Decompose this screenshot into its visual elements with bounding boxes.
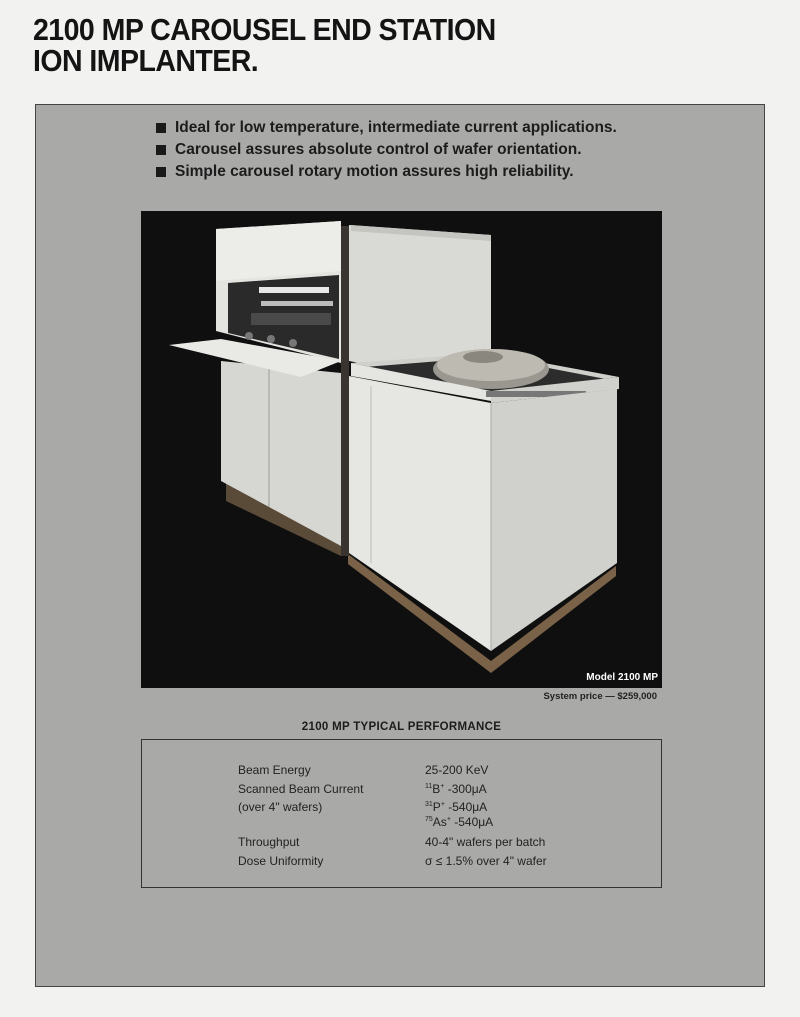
perf-label: Dose Uniformity	[238, 854, 324, 868]
bullet-square-icon	[156, 167, 166, 177]
perf-label: Throughput	[238, 835, 300, 849]
perf-label: Scanned Beam Current	[238, 782, 364, 796]
system-price: System price — $259,000	[543, 691, 657, 702]
page-headline	[33, 14, 496, 76]
product-photo	[141, 211, 662, 688]
headline-line-1: 2100 MP CAROUSEL END STATION	[33, 12, 496, 47]
perf-label: Beam Energy	[238, 763, 311, 777]
bullet-square-icon	[156, 123, 166, 133]
photo-caption: Model 2100 MP	[586, 672, 658, 683]
bullet-square-icon	[156, 145, 166, 155]
perf-value: $^{11}$B+ -300μA	[425, 782, 487, 796]
performance-title: 2100 MP TYPICAL PERFORMANCE	[301, 721, 502, 733]
performance-table	[141, 739, 662, 888]
feature-item: Ideal for low temperature, intermediate current applications.	[156, 117, 617, 139]
perf-value: $^{31}$P+ -540μA	[425, 800, 488, 814]
perf-value: $^{75}$As+ -540μA	[425, 815, 494, 829]
feature-item: Simple carousel rotary motion assures high reliability.	[156, 161, 617, 183]
content-panel	[35, 104, 765, 987]
headline-line-2: ION IMPLANTER.	[33, 43, 259, 78]
perf-value: 25-200 KeV	[425, 763, 489, 777]
perf-value: 40-4" wafers per batch	[425, 835, 546, 849]
perf-label: (over 4" wafers)	[238, 800, 323, 814]
feature-list	[156, 117, 617, 183]
feature-item: Carousel assures absolute control of wafer orientation.	[156, 139, 617, 161]
ion-implanter-illustration	[141, 211, 662, 688]
perf-value: σ ≤ 1.5% over 4" wafer	[425, 854, 547, 868]
